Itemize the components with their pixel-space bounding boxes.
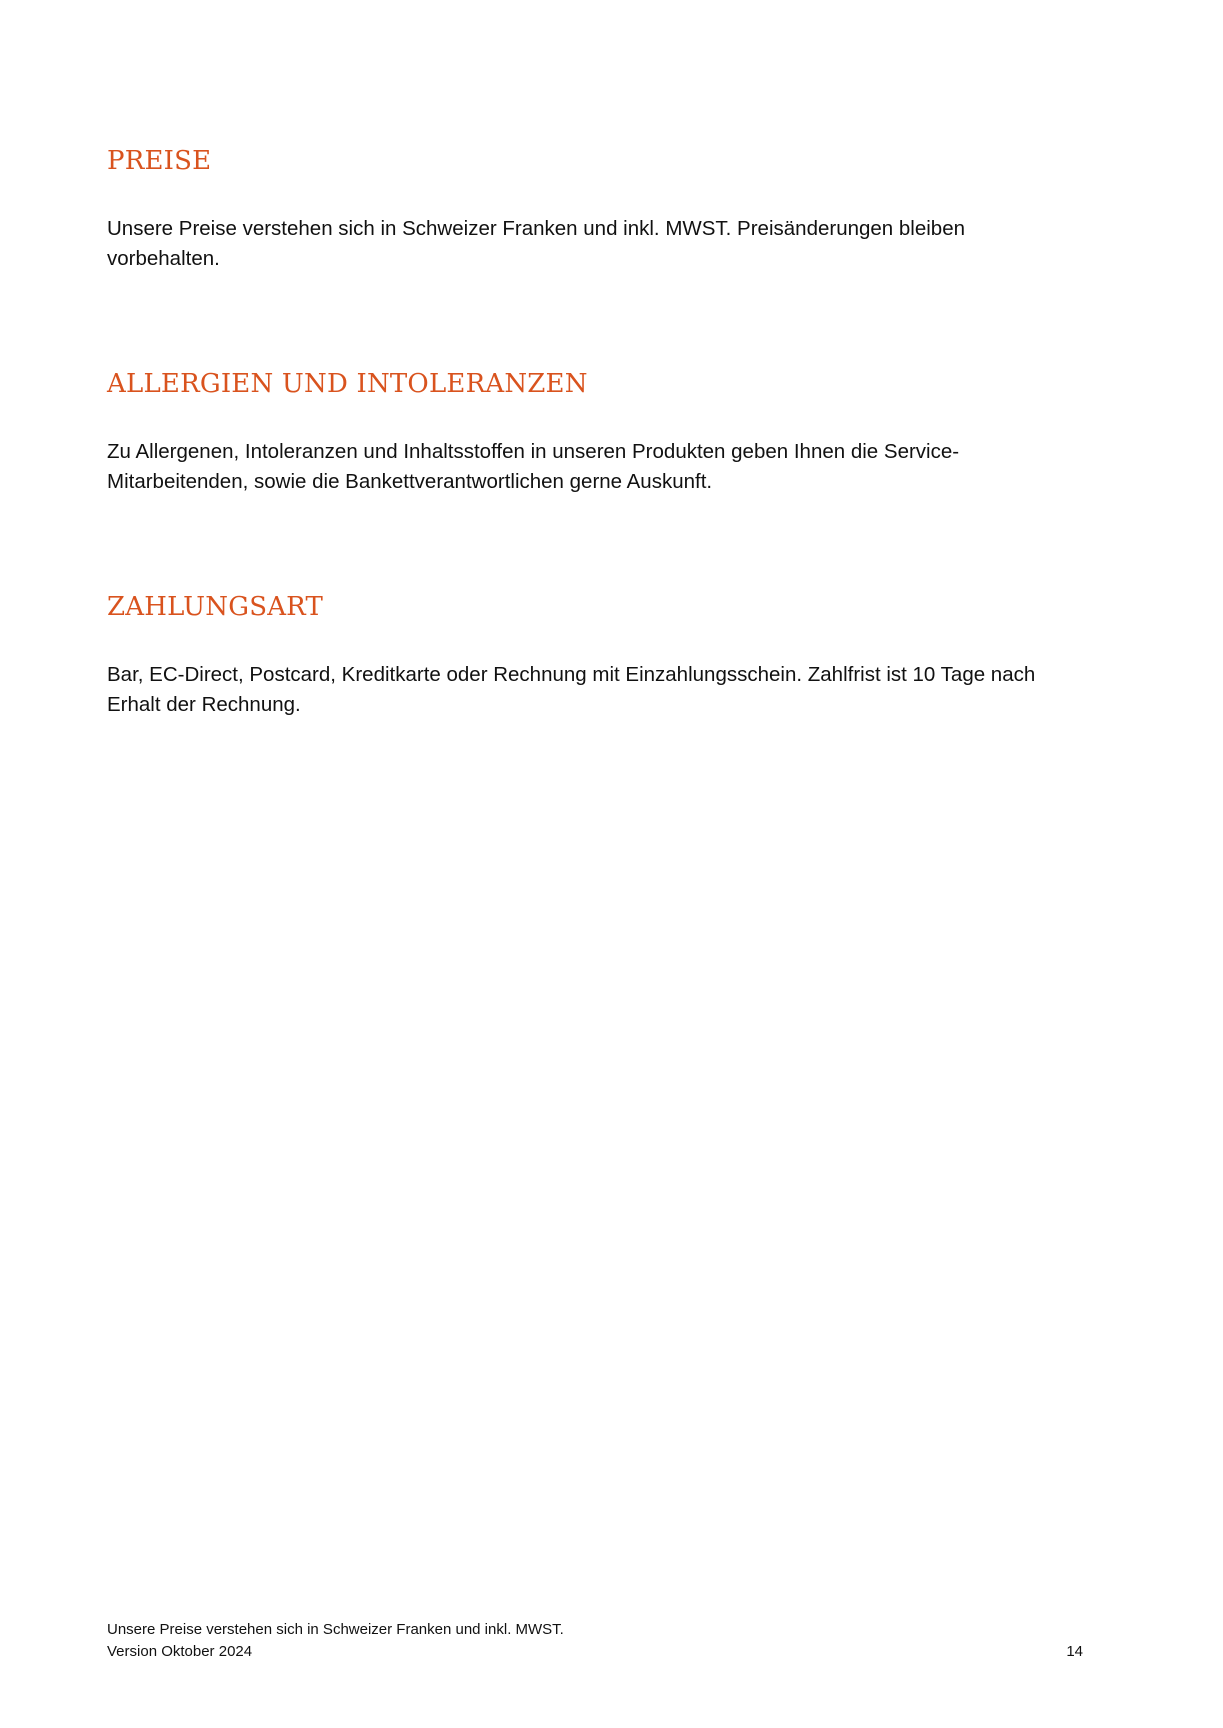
section-zahlungsart (107, 590, 1067, 716)
section-text-allergien: Zu Allergenen, Intoleranzen und Inhaltsstoffen in unseren Produkten geben Ihnen die Service-Mitarbeitenden, sowie die Bankettverantwortlichen gerne Auskunft. (107, 440, 960, 493)
section-allergien (107, 367, 1067, 493)
footer-note: Unsere Preise verstehen sich in Schweizer Franken und inkl. MWST. (107, 1621, 564, 1638)
section-title-allergien: ALLERGIEN UND INTOLERANZEN (107, 369, 588, 399)
section-text-zahlungsart: Bar, EC-Direct, Postcard, Kreditkarte oder Rechnung mit Einzahlungsschein. Zahlfrist ist 10 Tage nach Erhalt der Rechnung. (107, 663, 1036, 716)
page-footer (107, 1619, 1087, 1663)
section-title-preise: PREISE (107, 146, 212, 176)
section-text-preise: Unsere Preise verstehen sich in Schweizer Franken und inkl. MWST. Preisänderungen bleiben vorbehalten. (107, 217, 966, 270)
footer-version: Version Oktober 2024 (107, 1643, 253, 1660)
section-preise (107, 144, 1067, 270)
section-title-zahlungsart: ZAHLUNGSART (107, 592, 324, 622)
page-number: 14 (1066, 1643, 1083, 1660)
